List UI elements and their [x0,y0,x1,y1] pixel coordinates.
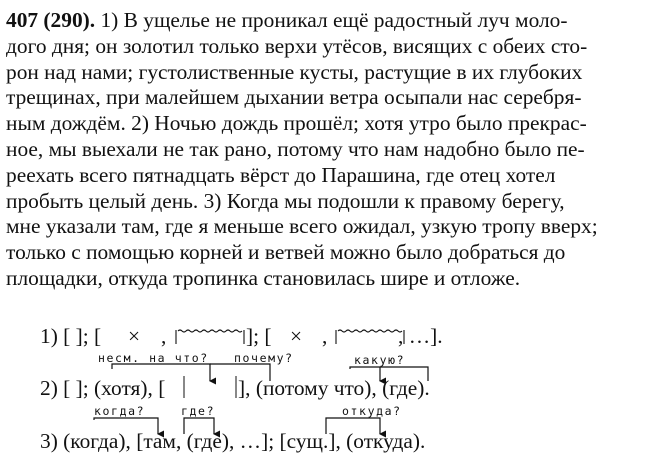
scheme2-rest: ], (потому что), (где). [238,376,430,400]
task-line: пробыть целый день. 3) Когда мы подошли к правому берегу, [6,188,565,213]
scheme2-question-arrows [112,364,428,381]
task-line: ным дождём. 2) Ночью дождь прошёл; хотя утро было прекрас- [6,111,587,136]
task-number: 407 (290). [6,8,96,32]
scheme3-text: 3) (когда), [там, (где), …]; [сущ.], (откуда). [40,429,426,453]
task-line: мне указали там, где я меньше всего ожидал, узкую тропу вверх; [6,214,598,239]
task-line: дого дня; он золотил только верхи утёсов, висящих с обеих сто- [6,33,588,58]
task-line: ное, мы выехали не так рано, потому что нам надобно было пе- [6,136,585,161]
task-line: реехать всего пятнадцать вёрст до Парашина, где отец хотел [6,162,556,187]
question-label: несм. на что? [98,351,209,365]
predicate-cross-mark: × [290,324,303,348]
task-line: только с помощью корней и ветвей можно было добраться до [6,240,566,265]
predicate-cross-mark: × [128,324,141,348]
question-label: почему? [234,351,294,365]
scheme1-separator: ]; [ [246,324,272,348]
question-label: откуда? [342,404,402,418]
question-label: где? [181,404,216,418]
scheme1-tail: , …]. [398,324,443,348]
task-line: рон над нами; густолиственные кусты, растущие в их глубоких [6,59,583,84]
scheme1-comma: , [161,324,167,348]
task-line: площадки, откуда тропинка становилась шире и отложе. [6,265,521,290]
scheme2-prefix: 2) [ ]; (хотя), [ [40,376,166,400]
scheme1-prefix: 1) [ ]; [ [40,324,102,348]
task-line-text: 1) В ущелье не проникал ещё радостный луч моло- [100,8,568,32]
scheme1-comma: , [322,324,328,348]
task-line: трещинах, при малейшем дыхании ветра осыпали нас серебря- [6,85,582,110]
scheme3-question-arrows [94,418,380,434]
question-label: когда? [94,404,146,418]
question-label: какую? [354,353,406,367]
scheme1-predicate-marks [176,330,404,344]
